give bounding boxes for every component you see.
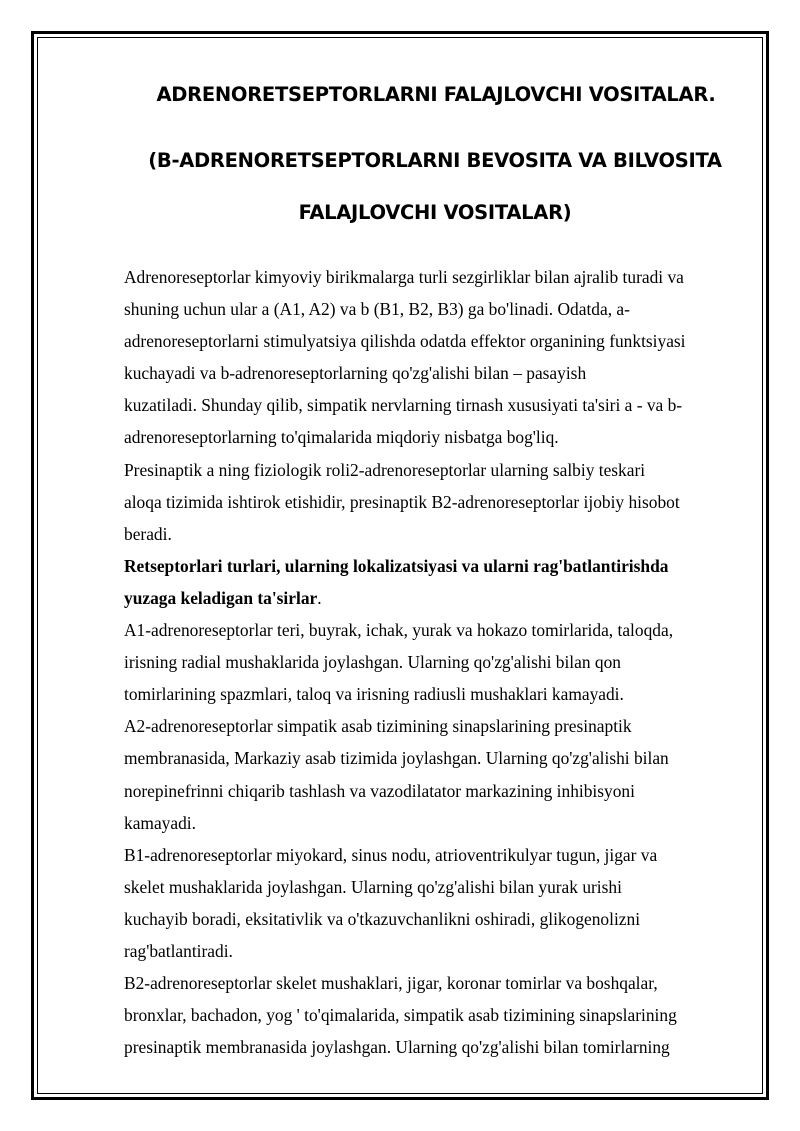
text-line: presinaptik membranasida joylashgan. Ularning qo'zg'alishi bilan tomirlarning	[124, 1037, 670, 1058]
section-heading-line-2	[124, 582, 736, 614]
text-line: membranasida, Markaziy asab tizimida joylashgan. Ularning qo'zg'alishi bilan	[124, 748, 669, 769]
text-line: adrenoreseptorlarning to'qimalarida miqdoriy nisbatga bog'liq.	[124, 427, 559, 448]
text-line: A1-adrenoreseptorlar teri, buyrak, ichak, yurak va hokazo tomirlarida, taloqda,	[124, 620, 674, 641]
text-line: kuchayib boradi, eksitativlik va o'tkazuvchanlikni oshiradi, glikogenolizni	[124, 908, 641, 929]
text-line: rag'batlantiradi.	[124, 940, 233, 961]
section-heading-suffix: .	[317, 587, 322, 608]
text-line: beradi.	[124, 523, 172, 544]
document-subtitle	[124, 135, 736, 239]
text-line: B2-adrenoreseptorlar skelet mushaklari, jigar, koronar tomirlar va boshqalar,	[124, 973, 658, 994]
document-title: ADRENORETSEPTORLARNI FALAJLOVCHI VOSITALAR.	[156, 83, 716, 106]
text-line: skelet mushaklarida joylashgan. Ularning qo'zg'alishi bilan yurak urishi	[124, 876, 622, 897]
text-line: tomirlarining spazmlari, taloq va irisning radiusli mushaklari kamayadi.	[124, 684, 624, 705]
text-line: irisning radial mushaklarida joylashgan. Ularning qo'zg'alishi bilan qon	[124, 652, 621, 673]
subtitle-line: (B-ADRENORETSEPTORLARNI BEVOSITA VA BILVOSITA	[148, 149, 722, 172]
text-line: aloqa tizimida ishtirok etishidir, presinaptik B2-adrenoreseptorlar ijobiy hisobot	[124, 491, 680, 512]
section-heading-text: yuzaga keladigan ta'sirlar	[124, 587, 318, 608]
body-text	[124, 261, 736, 1063]
text-line: bronxlar, bachadon, yog ' to'qimalarida, simpatik asab tizimining sinapslarining	[124, 1005, 677, 1026]
subtitle-line: FALAJLOVCHI VOSITALAR)	[298, 201, 572, 224]
text-line: kamayadi.	[124, 812, 196, 833]
text-line: Adrenoreseptorlar kimyoviy birikmalarga turli sezgirliklar bilan ajralib turadi va	[124, 267, 684, 287]
text-line: kuchayadi va b-adrenoreseptorlarning qo'zg'alishi bilan – pasayish	[124, 363, 587, 384]
text-line: A2-adrenoreseptorlar simpatik asab tizimining sinapslarining presinaptik	[124, 716, 632, 737]
text-line: B1-adrenoreseptorlar miyokard, sinus nodu, atrioventrikulyar tugun, jigar va	[124, 844, 658, 865]
text-line: kuzatiladi. Shunday qilib, simpatik nervlarning tirnash xususiyati ta'siri a - va b-	[124, 395, 683, 416]
text-line: shuning uchun ular a (A1, A2) va b (B1, B2, B3) ga bo'linadi. Odatda, a-	[124, 299, 630, 320]
text-line: Presinaptik a ning fiziologik roli2-adrenoreseptorlar ularning salbiy teskari	[124, 459, 646, 480]
section-heading-line: Retseptorlari turlari, ularning lokalizatsiyasi va ularni rag'batlantirishda	[124, 555, 669, 576]
text-line: adrenoreseptorlarni stimulyatsiya qilishda odatda effektor organining funktsiyasi	[124, 331, 686, 352]
document-content	[124, 74, 736, 1063]
text-line: norepinefrinni chiqarib tashlash va vazodilatator markazining inhibisyoni	[124, 780, 635, 801]
